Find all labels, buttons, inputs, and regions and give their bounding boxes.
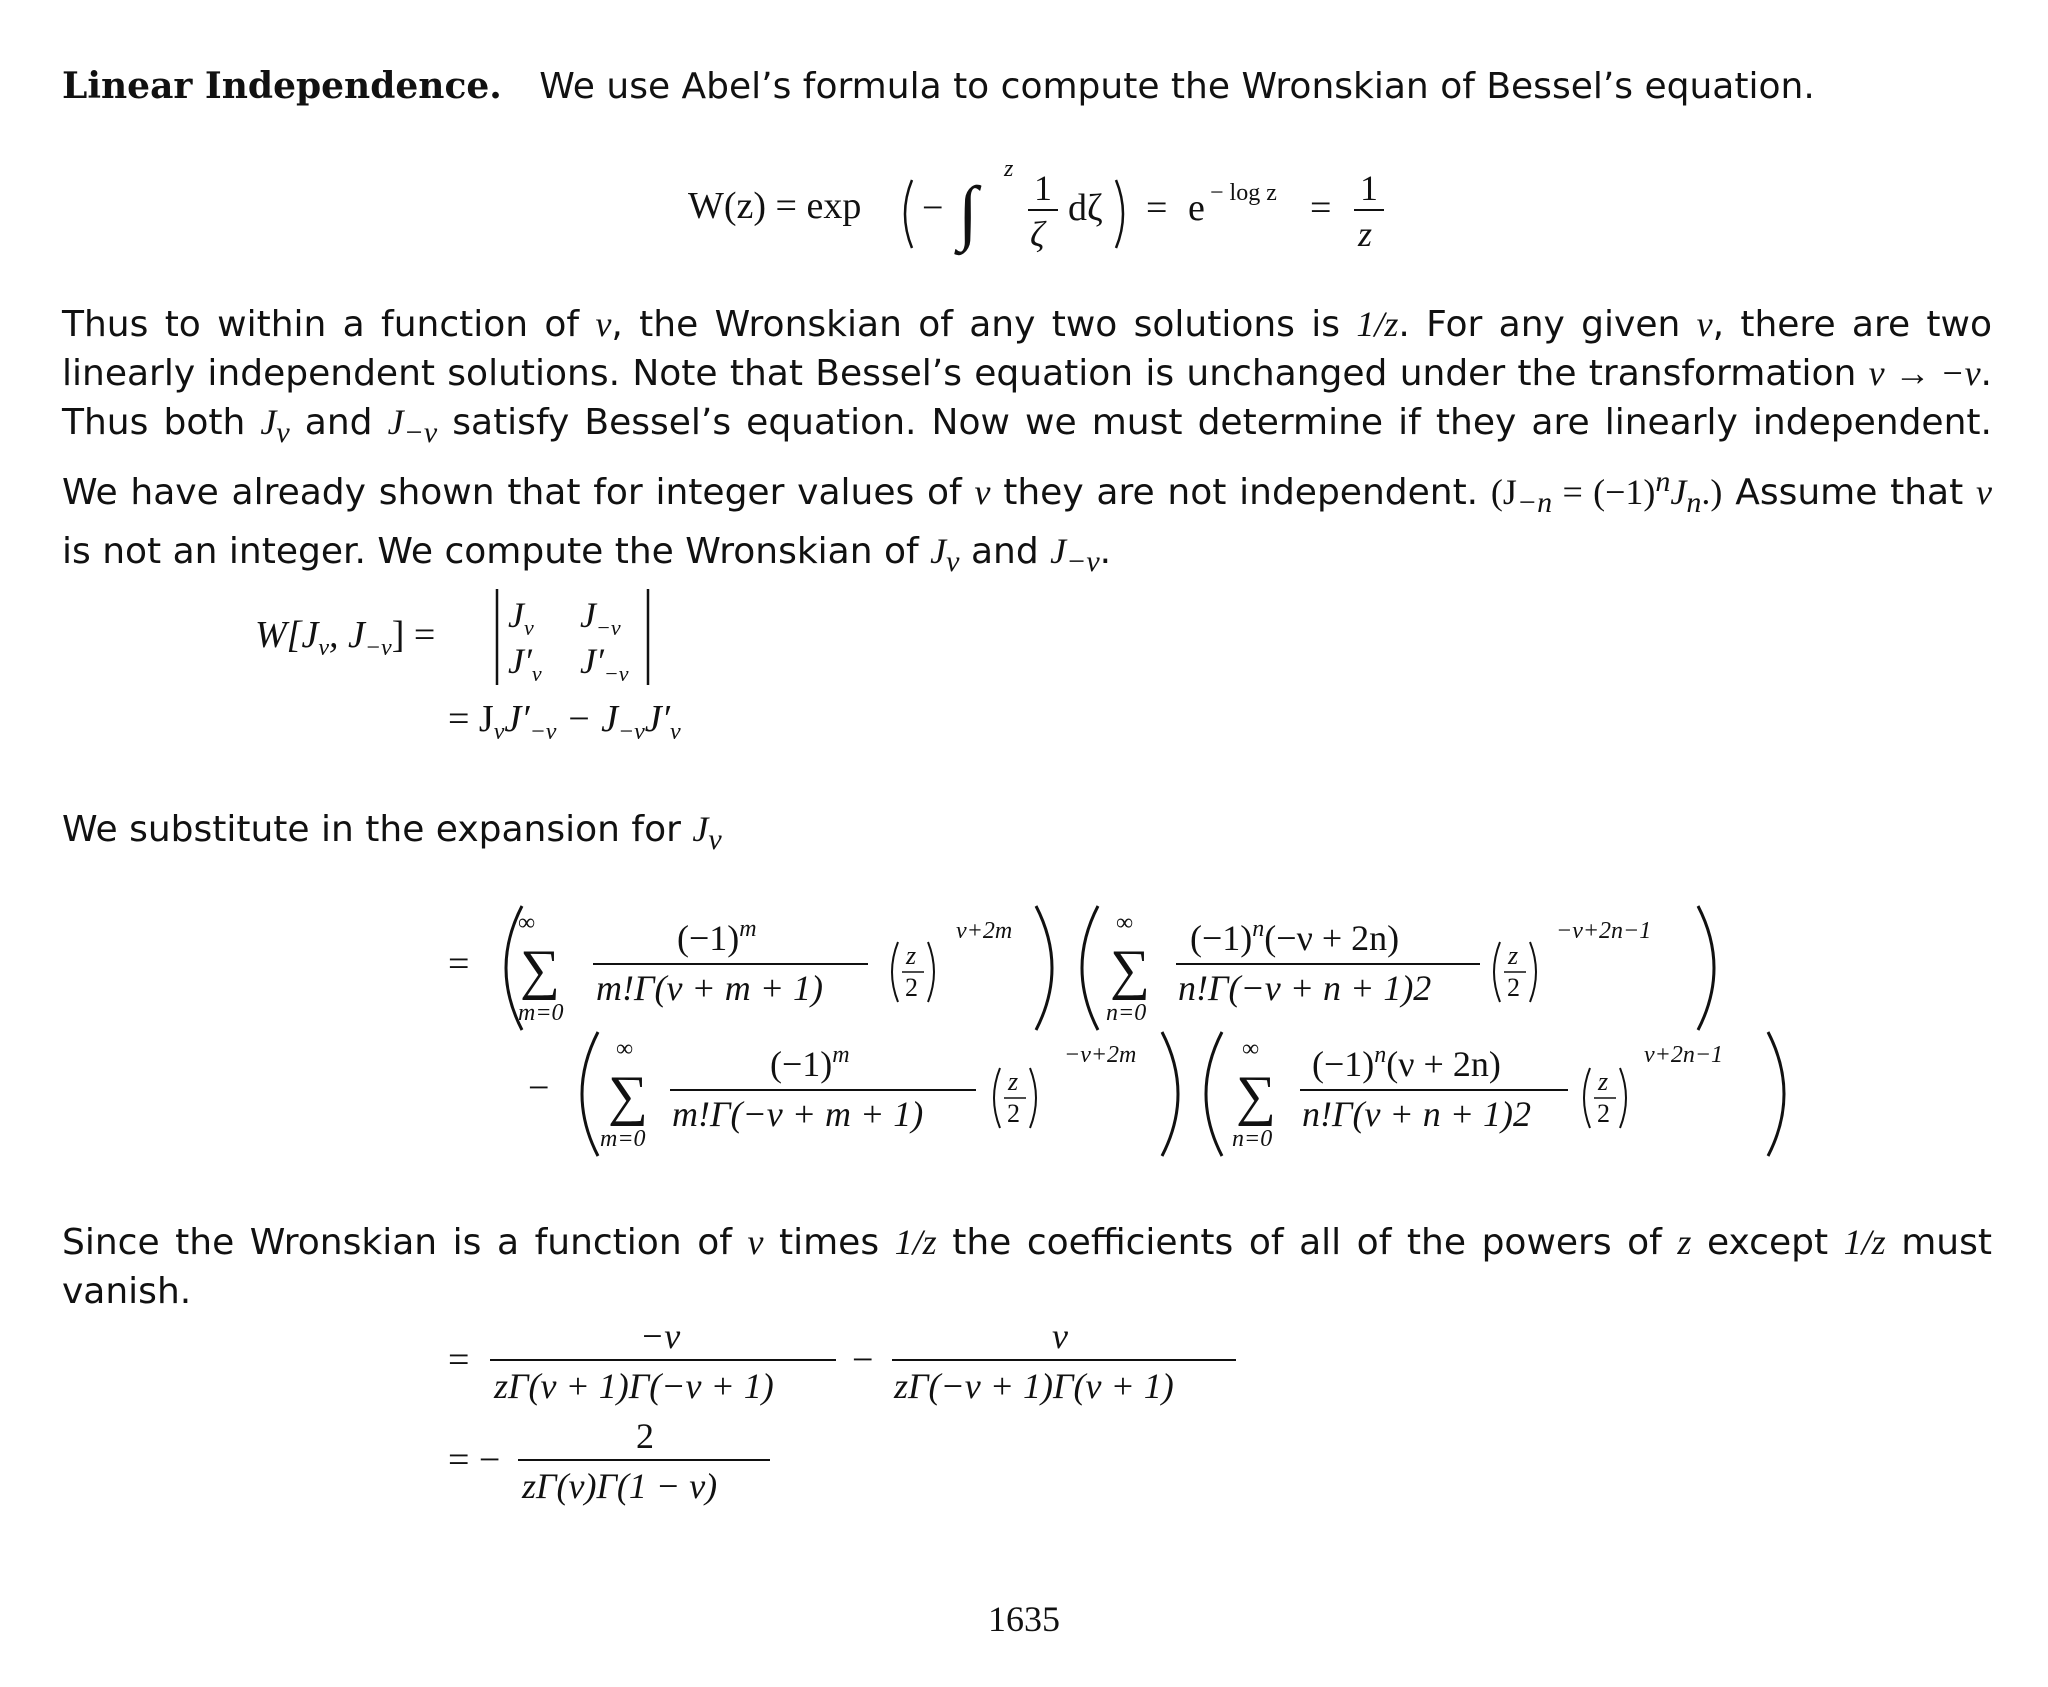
p1-text-9: Assume that bbox=[1735, 472, 1964, 514]
eq1-eq: = bbox=[1146, 187, 1168, 229]
p1-text-5: . Thus both bbox=[62, 353, 1992, 443]
l2-5: −ν bbox=[617, 719, 645, 745]
rel-g: .) bbox=[1701, 472, 1723, 513]
t4n: (−1) bbox=[1312, 1044, 1375, 1084]
eq3-t1-den: m!Γ(ν + m + 1) bbox=[596, 968, 824, 1008]
J-sub: ν bbox=[708, 823, 722, 857]
eq2-lhs-c: , J bbox=[328, 614, 365, 656]
eq3-zf2-den: 2 bbox=[1507, 973, 1520, 1002]
eq3-m0-2: m=0 bbox=[600, 1126, 646, 1152]
p3-nu: ν bbox=[747, 1222, 764, 1262]
eq4-f1-num: −ν bbox=[640, 1316, 681, 1356]
eq3-inf-1: ∞ bbox=[518, 910, 536, 936]
eq3-row2-paren-r1 bbox=[1162, 1032, 1178, 1156]
paragraph-3 bbox=[62, 1218, 1992, 1316]
p1-nu-4: ν bbox=[1976, 472, 1993, 513]
m12a: J bbox=[580, 595, 596, 635]
wronskian-result-equation bbox=[0, 1308, 2048, 1528]
p2-text: We substitute in the expansion for bbox=[62, 809, 681, 850]
p3-text-1: Since the Wronskian is a function of bbox=[62, 1222, 732, 1263]
rel-a: (J bbox=[1490, 472, 1517, 513]
J-sub: ν bbox=[946, 545, 960, 579]
eq3-sum-2: ∑ bbox=[1110, 939, 1150, 1001]
eq4-f2-num: ν bbox=[1052, 1316, 1068, 1356]
eq4-f1-den: zΓ(ν + 1)Γ(−ν + 1) bbox=[494, 1366, 774, 1406]
rel-c: = (−1) bbox=[1552, 472, 1656, 513]
J-sub: −ν bbox=[1066, 545, 1100, 579]
p1-transform: ν → −ν bbox=[1868, 353, 1981, 393]
p1-J-nu-2 bbox=[930, 531, 960, 579]
eq3-zf2-rp bbox=[1530, 942, 1536, 1002]
abel-formula-equation bbox=[0, 140, 2048, 280]
t2nr: (−ν + 2n) bbox=[1264, 918, 1400, 958]
eq3-zf2-lp bbox=[1494, 942, 1500, 1002]
p3-text-4: except bbox=[1706, 1222, 1829, 1263]
eq2-m21 bbox=[508, 641, 542, 686]
eq3-t3-num bbox=[770, 1042, 850, 1084]
eq1-frac-den: ζ bbox=[1030, 214, 1045, 254]
eq3-zf3-lp bbox=[994, 1068, 1000, 1128]
paragraph-1 bbox=[62, 300, 1992, 587]
eq1-dzeta: dζ bbox=[1068, 187, 1103, 229]
eq1-eq2: = bbox=[1310, 187, 1332, 229]
m22b: −ν bbox=[603, 661, 629, 686]
eq1-e: e bbox=[1188, 187, 1205, 229]
eq3-zf1-den: 2 bbox=[905, 973, 918, 1002]
p1-nu-1: ν bbox=[595, 304, 612, 344]
p1-text-2: , the Wronskian of any two solutions is bbox=[611, 304, 1340, 345]
eq4-f3-num: 2 bbox=[636, 1416, 654, 1456]
eq1-rhs-num: 1 bbox=[1360, 168, 1378, 208]
J-base: J bbox=[692, 809, 709, 849]
eq3-zf2-num: z bbox=[1508, 941, 1519, 970]
p1-one-over-z: 1/z bbox=[1356, 304, 1399, 344]
eq3-zf1-lp bbox=[892, 942, 898, 1002]
eq1-frac-num: 1 bbox=[1034, 168, 1052, 208]
eq3-sum-1: ∑ bbox=[520, 939, 560, 1001]
p1-Jn-relation bbox=[1490, 465, 1723, 520]
l2-6: J′ bbox=[644, 698, 670, 740]
p3-one-over-z-1: 1/z bbox=[894, 1222, 937, 1262]
m21a: J′ bbox=[508, 641, 532, 681]
p1-nu-3: ν bbox=[974, 472, 991, 513]
m11b: ν bbox=[523, 615, 534, 640]
p3-text-3: the coefficients of all of the powers of bbox=[952, 1222, 1662, 1263]
eq3-zf4-num: z bbox=[1598, 1067, 1609, 1096]
eq3-t1-exp: ν+2m bbox=[956, 918, 1013, 944]
p3-z: z bbox=[1677, 1222, 1692, 1262]
l2-4: − J bbox=[556, 698, 618, 740]
eq3-eq: = bbox=[448, 943, 470, 985]
t3ns: m bbox=[832, 1042, 850, 1068]
p3-one-over-z-2: 1/z bbox=[1843, 1222, 1886, 1262]
p3-text-5: must vanish. bbox=[62, 1222, 1992, 1312]
eq3-sum-4: ∑ bbox=[1236, 1065, 1276, 1127]
eq4-f3-den: zΓ(ν)Γ(1 − ν) bbox=[522, 1466, 718, 1506]
eq3-inf-4: ∞ bbox=[1242, 1036, 1260, 1062]
t4nr: (ν + 2n) bbox=[1386, 1044, 1501, 1084]
eq3-zf3-num: z bbox=[1008, 1067, 1019, 1096]
t4ns: n bbox=[1374, 1042, 1387, 1068]
eq1-integral: ∫ bbox=[958, 172, 978, 252]
m11a: J bbox=[508, 595, 524, 635]
eq3-row1-paren-r1 bbox=[1036, 906, 1052, 1030]
eq3-row2-paren-l1 bbox=[582, 1032, 598, 1156]
eq3-zf3-den: 2 bbox=[1007, 1099, 1020, 1128]
eq1-right-paren bbox=[1116, 180, 1123, 248]
eq3-n0-1: n=0 bbox=[1106, 1000, 1147, 1026]
section-heading: Linear Independence. bbox=[62, 65, 502, 107]
rel-d: n bbox=[1655, 465, 1671, 499]
eq4-minus: − bbox=[852, 1339, 874, 1381]
eq3-row2-paren-r2 bbox=[1768, 1032, 1784, 1156]
eq3-zf4-den: 2 bbox=[1597, 1099, 1610, 1128]
p2-J-nu bbox=[692, 809, 722, 857]
p1-J-nu bbox=[260, 402, 290, 450]
J-base: J bbox=[930, 531, 947, 572]
t2ns: n bbox=[1252, 916, 1265, 942]
eq3-minus: − bbox=[528, 1067, 550, 1109]
eq3-zf4-lp bbox=[1584, 1068, 1590, 1128]
eq1-left-paren bbox=[905, 180, 912, 248]
eq2-line2 bbox=[448, 698, 681, 745]
eq3-t4-den: n!Γ(ν + n + 1)2 bbox=[1302, 1094, 1532, 1134]
p1-J-minus-nu bbox=[387, 402, 438, 450]
l2-7: ν bbox=[669, 719, 681, 745]
p1-text-4: , there are two linearly independent solutions. Note that Bessel’s equation is unchanged under the transformation bbox=[62, 304, 1993, 394]
eq3-t2-num bbox=[1190, 916, 1399, 958]
paragraph-2 bbox=[62, 805, 1992, 864]
t1ns: m bbox=[739, 916, 757, 942]
rel-f: n bbox=[1686, 486, 1702, 520]
eq3-sum-3: ∑ bbox=[608, 1065, 648, 1127]
l2-2: J′ bbox=[504, 698, 530, 740]
t3n: (−1) bbox=[770, 1044, 833, 1084]
eq1-upper-limit: z bbox=[1004, 156, 1014, 182]
intro-line bbox=[62, 62, 1992, 111]
eq3-m0-1: m=0 bbox=[518, 1000, 564, 1026]
eq3-zf3-rp bbox=[1030, 1068, 1036, 1128]
eq2-m12 bbox=[580, 595, 621, 640]
J-base: J bbox=[387, 402, 404, 442]
eq3-row1-paren-l2 bbox=[1082, 906, 1098, 1030]
eq2-lhs-d: −ν bbox=[364, 635, 392, 661]
t1n: (−1) bbox=[677, 918, 740, 958]
eq3-zf1-num: z bbox=[906, 941, 917, 970]
eq3-zf1-rp bbox=[928, 942, 934, 1002]
t2n: (−1) bbox=[1190, 918, 1253, 958]
page-number: 1635 bbox=[988, 1599, 1060, 1639]
eq3-t3-den: m!Γ(−ν + m + 1) bbox=[672, 1094, 924, 1134]
m21b: ν bbox=[531, 661, 542, 686]
p1-text-1: Thus to within a function of bbox=[62, 304, 580, 345]
eq3-t3-exp: −ν+2m bbox=[1064, 1042, 1137, 1068]
m22a: J′ bbox=[580, 641, 604, 681]
eq2-lhs bbox=[255, 614, 435, 661]
J-sub: ν bbox=[276, 416, 290, 450]
p1-text-3: . For any given bbox=[1398, 304, 1681, 345]
m12b: −ν bbox=[595, 615, 621, 640]
eq4-eq: = bbox=[448, 1339, 470, 1381]
eq1-lhs: W(z) = exp bbox=[688, 185, 862, 227]
p1-text-8: they are not independent. bbox=[1003, 472, 1479, 514]
eq3-row2-paren-l2 bbox=[1206, 1032, 1222, 1156]
J-sub: −ν bbox=[403, 416, 438, 450]
l2-3: −ν bbox=[529, 719, 557, 745]
eq3-t4-num bbox=[1312, 1042, 1501, 1084]
eq2-lhs-b: ν bbox=[318, 635, 329, 661]
eq4-f2-den: zΓ(−ν + 1)Γ(ν + 1) bbox=[894, 1366, 1174, 1406]
p1-period: . bbox=[1099, 531, 1112, 573]
l2-1: ν bbox=[493, 719, 505, 745]
rel-e: J bbox=[1670, 472, 1687, 513]
p1-text-6: and bbox=[304, 402, 373, 443]
eq2-lhs-e: ] = bbox=[391, 614, 436, 656]
intro-text: We use Abel’s formula to compute the Wronskian of Bessel’s equation. bbox=[539, 66, 1815, 107]
eq2-m22 bbox=[580, 641, 629, 686]
wronskian-determinant-equation bbox=[0, 575, 2048, 755]
J-base: J bbox=[260, 402, 277, 442]
p1-J-minus-nu-2 bbox=[1050, 531, 1100, 579]
eq3-t2-den: n!Γ(−ν + n + 1)2 bbox=[1178, 968, 1432, 1008]
eq1-exp: − log z bbox=[1210, 180, 1277, 206]
p3-text-2: times bbox=[779, 1222, 880, 1263]
eq3-t1-num bbox=[677, 916, 757, 958]
rel-b: −n bbox=[1516, 486, 1553, 520]
eq1-minus: − bbox=[922, 187, 944, 229]
eq2-lhs-a: W[J bbox=[255, 614, 319, 656]
eq4-eq2: = − bbox=[448, 1439, 501, 1481]
p1-nu-2: ν bbox=[1696, 304, 1713, 344]
eq3-inf-2: ∞ bbox=[1116, 910, 1134, 936]
eq2-m11 bbox=[508, 595, 534, 640]
eq3-n0-2: n=0 bbox=[1232, 1126, 1273, 1152]
eq3-t4-exp: ν+2n−1 bbox=[1644, 1042, 1724, 1068]
eq3-row1-paren-r2 bbox=[1698, 906, 1714, 1030]
series-expansion-equation bbox=[0, 900, 2048, 1170]
p1-text-10: is not an integer. We compute the Wronskian of bbox=[62, 531, 919, 573]
eq3-t2-exp: −ν+2n−1 bbox=[1556, 918, 1652, 944]
p1-text-7: satisfy Bessel’s equation. Now we must determine if they are linearly independent. We have already shown that for integer values of bbox=[62, 402, 1992, 514]
eq3-zf4-rp bbox=[1620, 1068, 1626, 1128]
eq1-rhs-den: z bbox=[1358, 214, 1373, 254]
eq3-inf-3: ∞ bbox=[616, 1036, 634, 1062]
p1-text-11: and bbox=[970, 531, 1039, 573]
J-base: J bbox=[1050, 531, 1067, 572]
l2-0: = J bbox=[448, 698, 494, 740]
